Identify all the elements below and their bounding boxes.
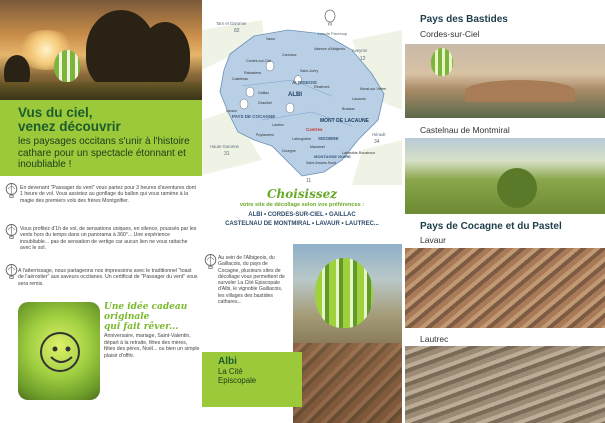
- panel-left: [0, 0, 202, 423]
- balloon-icon: [5, 183, 18, 198]
- caption-castelnau: Castelnau de Montmiral: [420, 125, 510, 135]
- svg-text:Labastide-Rouairoux: Labastide-Rouairoux: [342, 151, 376, 155]
- svg-text:Castres: Castres: [306, 127, 323, 132]
- svg-text:Puylaurens: Puylaurens: [256, 133, 274, 137]
- lautrec-photo: [405, 346, 605, 423]
- choose-subtitle: votre site de décollage selon vos préférences :: [239, 202, 365, 208]
- paragraph-flight: Vous profitez d'1h de vol, de sensations uniques, en silence, poussés par les vents hors du temps dans un panorama à 360°... Une expérience inoubliable... pas de sensation de vertige car aucun lien ne vous rattache avec le sol.: [20, 226, 197, 252]
- takeoff-sites: ALBI • CORDES-SUR-CIEL • GAILLAC CASTELNAU DE MONTMIRAL • LAVAUR • LAUTREC...: [225, 212, 379, 227]
- svg-text:Brassac: Brassac: [342, 107, 355, 111]
- svg-text:Castelnau: Castelnau: [232, 77, 249, 81]
- svg-text:Saint-Amans-Soult: Saint-Amans-Soult: [306, 161, 336, 165]
- balloon-icon: [325, 10, 335, 25]
- albi-caption-box: Albi La Cité Episcopale: [202, 352, 302, 407]
- lavaur-photo: [405, 248, 605, 328]
- section-title-bastides: Pays des Bastides: [420, 14, 508, 25]
- svg-text:SIDOBRE: SIDOBRE: [318, 136, 339, 141]
- castelnau-photo: [405, 138, 605, 214]
- caption-cordes: Cordes-sur-Ciel: [420, 29, 480, 39]
- albi-text: Au sein de l'Albigeois, du Gaillacois, du pays de Cocagne, plusieurs sites de décollage vous permettent de survoler La Cité Episcopale d'Albi, le vignoble Gaillacois, les villages des bastides cathares...: [218, 255, 285, 306]
- intro-box: [0, 100, 202, 176]
- map-label-tarn-garonne: Tarn et Garonne: [216, 21, 247, 26]
- balloon-icon: [204, 254, 217, 269]
- svg-text:MONTAGNE NOIRE: MONTAGNE NOIRE: [314, 154, 351, 159]
- svg-text:82: 82: [234, 28, 240, 34]
- svg-text:11: 11: [306, 178, 312, 184]
- svg-text:Aveyron: Aveyron: [352, 48, 368, 53]
- paragraph-landing: A l'atterrissage, nous partageons nos impressions avec le traditionnel "toast de l'aérostier" aux saveurs occitanes. Un certificat de "Passager du vent" vous sera remis.: [18, 268, 198, 287]
- svg-text:Valence d'Albigeois: Valence d'Albigeois: [314, 47, 345, 51]
- svg-text:Haute-Garonne: Haute-Garonne: [210, 144, 239, 149]
- svg-text:Mazamet: Mazamet: [310, 145, 325, 149]
- svg-text:Graulhet: Graulhet: [258, 101, 272, 105]
- svg-text:Murat-sur-Vèbre: Murat-sur-Vèbre: [360, 87, 387, 91]
- svg-text:Lac de Pareloup: Lac de Pareloup: [318, 31, 348, 36]
- map-label-albi: ALBI: [288, 92, 302, 98]
- svg-text:Lavaur: Lavaur: [226, 109, 237, 113]
- svg-text:Cordes-sur-Ciel: Cordes-sur-Ciel: [246, 59, 272, 63]
- albi-aerial-photo: [293, 244, 402, 423]
- balloon-icon: [5, 224, 18, 239]
- balloon-image: [315, 258, 373, 328]
- svg-text:Labruguière: Labruguière: [292, 137, 312, 141]
- svg-text:Réalmont: Réalmont: [314, 85, 330, 89]
- panel-middle: [202, 0, 402, 423]
- balloon-image: [54, 50, 80, 82]
- cordes-photo: [405, 44, 605, 118]
- svg-text:34: 34: [374, 139, 380, 145]
- svg-text:Hérault: Hérault: [372, 132, 386, 137]
- paragraph-departure: En devenant "Passager du vent" vous partez pour 3 heures d'aventures dont 1 heure de vol. Vous assistez au gonflage du ballon qui vous ramène à la magie des premiers vols des frères Montgolfier.: [20, 185, 196, 204]
- svg-text:12: 12: [360, 56, 366, 62]
- svg-text:31: 31: [224, 151, 230, 157]
- caption-lavaur: Lavaur: [420, 235, 446, 245]
- section-title-cocagne: Pays de Cocagne et du Pastel: [420, 221, 562, 232]
- gift-title: Une idée cadeau originale qui fait rêver...: [104, 302, 188, 332]
- gift-text: Anniversaire, mariage, Saint-Valentin, départ à la retraite, fêtes des mères, fêtes des pères, Noël... ou bien un simple plaisir d'offrir.: [104, 333, 200, 359]
- caption-lautrec: Lautrec: [420, 334, 449, 344]
- sunset-balloon-photo: [0, 0, 202, 100]
- svg-text:MONT DE LACAUNE: MONT DE LACAUNE: [320, 118, 369, 124]
- choose-title: Choisissez: [266, 187, 338, 201]
- svg-text:Gaillac: Gaillac: [258, 91, 269, 95]
- svg-text:ALBIGEOIS: ALBIGEOIS: [292, 80, 317, 85]
- balloon-smiley-photo: [18, 302, 100, 400]
- svg-text:Saint-Juéry: Saint-Juéry: [300, 69, 319, 73]
- svg-text:Lautrec: Lautrec: [272, 123, 284, 127]
- panel-right: [402, 0, 605, 423]
- svg-text:Lacaune: Lacaune: [352, 97, 366, 101]
- balloon-icon: [5, 264, 18, 279]
- svg-text:Dourgne: Dourgne: [282, 149, 296, 153]
- subline: les paysages occitans s'unir à l'histoire cathare pour un spectacle étonnant et inoubliable !: [18, 136, 190, 170]
- tarn-map: [202, 0, 402, 185]
- svg-text:PAYS DE COCAGNE: PAYS DE COCAGNE: [232, 114, 276, 119]
- svg-text:Carmaux: Carmaux: [282, 53, 297, 57]
- headline: Vus du ciel, venez découvrir: [18, 105, 121, 134]
- svg-text:Vaour: Vaour: [266, 37, 276, 41]
- svg-text:Rabastens: Rabastens: [244, 71, 262, 75]
